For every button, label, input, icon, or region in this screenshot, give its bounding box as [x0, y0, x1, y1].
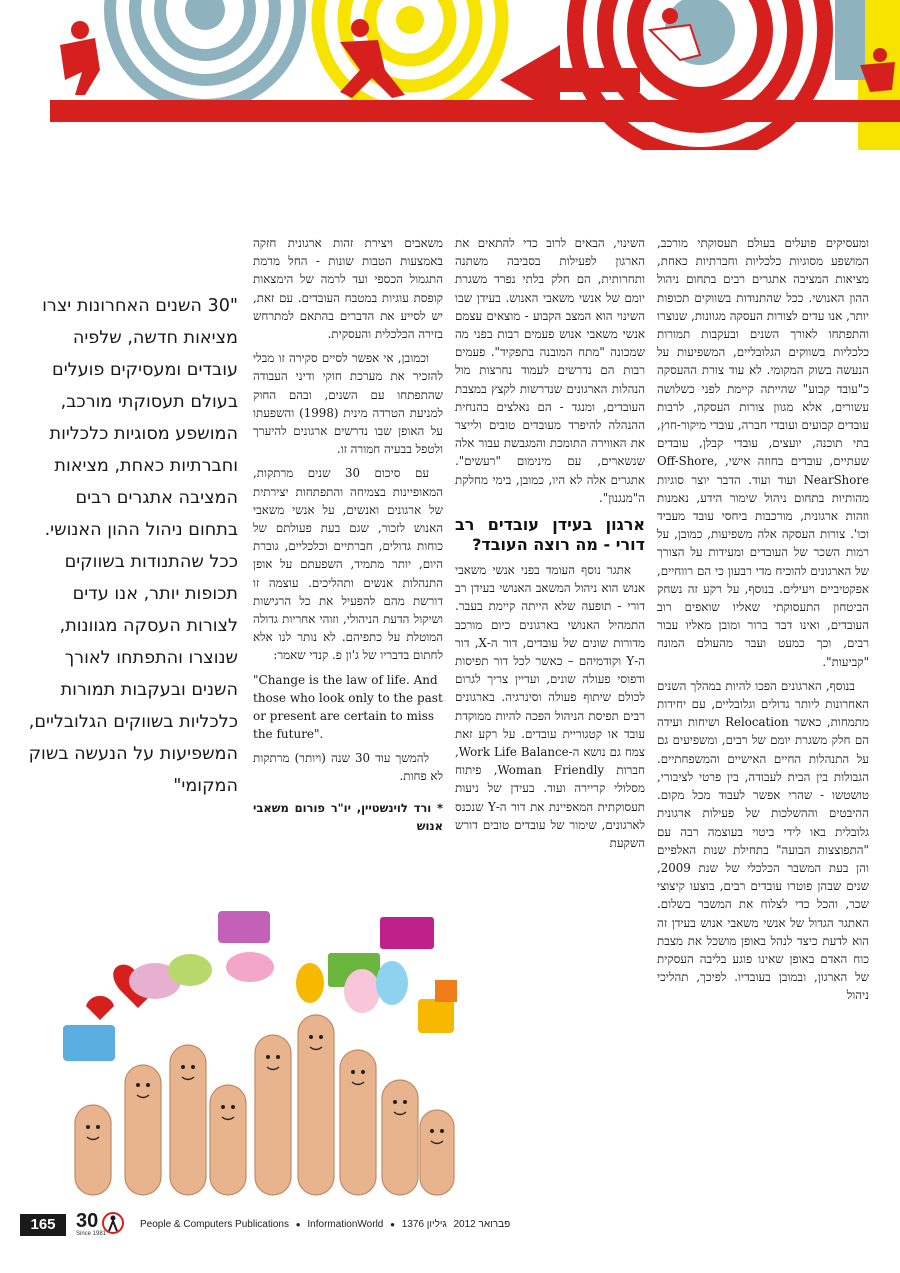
page-number: 165	[20, 1214, 66, 1236]
anniversary-logo	[76, 1212, 132, 1240]
pull-quote: "30 השנים האחרונות יצרו מציאות חדשה, שלפיה עובדים ומעסיקים פועלים בעולם תעסוקתי מורכב, המושפע מסוגיות כלכליות וחברתיות כאחת, מציאות המציבה אתגרים רבים בתחום ניהול ההון האנושי. ככל שהתנודות בשווקים תכופות יותר, אנו עדים לצורות העסקה מגוונות, שנוצרו והתפתחו לאורך השנים ובעקבות תמורות כלכליות בשווקים הגלובליים, המשפיעות על הנעשה בשוק המקומי"	[28, 296, 238, 796]
hands-illustration	[40, 895, 460, 1200]
paragraph: ומעסיקים פועלים בעולם תעסוקתי מורכב, המושפע מסוגיות כלכליות וחברתיות כאחת, מציאות המציבה אתגרים רבים בתחום ניהול ההון האנושי. ככל שהתנודות בשווקים תכופות יותר, אנו עדים לצורות העסקה מגוונות, שנוצרו והתפתחו לאורך השנים ובעקבות תמורות כלכליות בשווקים הגלובליים, המשפיעות על הנעשה בשוק המקומי. לא עוד צורת ההעסקה כ"עובד קבוע" שהייתה קיימת לפני כשלושה עשורים, אלא מגוון צורות העסקה, לרבות עובדים קבועים ועובדי חברה, עובדי מיקור-חוץ, בתי תוכנה, יועצים, עובדי קבלן, עובדים שעתיים, עובדים בחוזה אישי, Off-Shore, NearShore ועוד ועוד. הדבר יוצר סוגיות מהותיות בתחום ניהול שימור הידע, נאמנות וזהות ארגונית, מורכבות ביחסי עובד מעביד וכו'. צורות העסקה אלה משפיעות, כמובן, על רמות השכר של העובדים ומעידות על הצורך של הארגונים להוכיח מדי רבעון כי הם רווחיים, אפקטיביים ויעילים. בנוסף, על רקע זה נשחק הביטחון התעסוקתי שאליו שואפים רוב העובדים, ואינו דבר ברור ומובן מאליו עבור רבים, וכך כמעט ועבר מהעולם המונח "קביעות".	[657, 236, 869, 669]
article-column-right	[657, 234, 869, 1214]
publication-line: People & Computers Publications ● InformationWorld ● פברואר 2012 גיליון 1376	[140, 1219, 511, 1230]
article-column-left	[253, 234, 443, 954]
person-logo-icon	[102, 1212, 124, 1238]
logo-number: 30	[76, 1210, 99, 1232]
issue-date: פברואר 2012	[453, 1219, 511, 1230]
article-column-middle	[455, 234, 645, 851]
section-heading: ארגון בעידן עובדים רב דורי - מה רוצה העובד?	[455, 515, 645, 555]
paragraph: השינוי, הבאים לרוב כדי להתאים את הארגון לפעילות בסביבה משתנה ותחרותית, הם חלק בלתי נפרד משגרת יומם של אנשי משאבי האנוש. בעידן שבו השינוי הוא המצב הקבוע - מוצאים עצמם אנשי משאבי אנוש פעמים רבות בפני מה שמכונה "מתח המובנה בתפקיד". פעמים רבות הם נדרשים לעמוד נחרצות מול הנהלות הארגונים שנדרשות לקצץ במצבת העובדים, ומנגד - הם נאלצים בהנחית ההנהלה להיפרד מעובדים טובים ולייצר את האווירה התומכת והמגבשת עבור אלה שנשארים, עם מינימום "רעשים". אתגרים אלה לא היו, כמובן, בימי מחלקת ה"מנגנון".	[455, 236, 645, 505]
paragraph: להמשך עוד 30 שנה (ויותר) מרתקות לא פחות.	[253, 750, 443, 783]
paragraph: עם סיכום 30 שנים מרתקות, המאופיינות בצמיחה והתפתחות יצירתית של ארגונים ואנשים, על אנשי משאבי האנוש לזכור, שגם בעת פעולתם של כוחות גדולים, חברתיים וכלכליים, גוברת היום, יותר מתמיד, השפעתם על אופן התנהלות אנשים ותהליכים. עוצמה זו דורשת מהם להפעיל את כל הרגישות ושיקול הדעת הניהולי, וזוהי אחריות גדולה המוטלת על כתפיהם. לא נותר לנו אלא לחתום בדבריו של ג'ון פ. קנדי שאמר:	[253, 466, 443, 663]
paragraph: אתגר נוסף העומד בפני אנשי משאבי אנוש הוא ניהול המשאב האנושי בעידן רב דורי - תופעה שלא הייתה קיימת בעבר. התמהיל האנושי בארגונים כיום מורכב מדורות שונים של עובדים, דור ה-X, דור ה-Y וקודמיהם – כאשר לכל דור תפיסות ודפוסי פעולה שונים, ועדיין צריך לגרום לכולם שיתוף פעולה וסינרגיה. בארגונים רבים תפיסת הניהול הפכה להיות ממוקדת עובד או קטגוריית עובדים. על רקע זאת צמח גם נושא ה-Work Life Balance, חברות Woman Friendly, פיתוח מסלולי קריירה ועוד. בעידן של ניעות תעסוקתית המאפיינת את דור ה-Y שנכנס לארגונים, שימור של עובדים טובים דורש השקעת	[455, 563, 645, 851]
paragraph: בנוסף, הארגונים הפכו להיות במהלך השנים האחרונות ליותר גדולים וגלובליים, עם יחידות מתמחות, כאשר Relocation ושיחות ועידה הם חלק משגרת יומם של רבים, ומשפיעים גם על התנהלות החיים האישיים והמשפחתיים. הגבולות בין הבית לעבודה, בין פרטי לציבורי, טושטשו - שהרי אפשר לעבוד מכל מקום. ההיבטים וההשלכות של פעילות ארגונית גלובלית באו לידי ביטוי בעוצמה רבה עם "התפוצצות הבועה" בתחילת שנות האלפיים והן בעת המשבר הכלכלי של שנת 2009, שנים שבהן פוטרו עובדים רבים, בוצעו קיצוצי שכר, והכל כדי לצלוח את המשבר בשלום. האתגר הגדול של אנשי משאבי אנוש בעידן זה הוא לדעת כיצד לנהל באופן מושכל את מצבת כוח האדם באופן שאינו פוגע בליבה העסקית של הארגון, ובמובן בעובדיו. לפיכך, תהליכי ניהול	[657, 678, 869, 1003]
publisher-name: People & Computers Publications	[140, 1219, 289, 1230]
publisher-site: InformationWorld	[307, 1219, 384, 1230]
spiral-illustration	[0, 0, 900, 150]
author-credit: * ורד לוינשטיין, יו"ר פורום משאבי אנוש	[253, 801, 443, 834]
paragraph: וכמובן, אי אפשר לסיים סקירה זו מבלי להזכיר את מערכת חוקי ודיני העבודה שהתפתחו עם השנים, ובהם החוק למניעת הטרדה מינית (1998) והשפעתו על האופן שבו נדרשים ארגונים להיערך ולטפל בבעיה חמורה זו.	[253, 351, 443, 457]
paragraph: משאבים ויצירת זהות ארגונית חזקה באמצעות הטבות שונות - החל מרמת התגמול הכספי ועד לרמה של הימצאות קופסת עוגיות במטבח העובדים. עם זאת, יש לסייע את הדברים בהתאם למתרחש בזירה הכלכלית והעסקית.	[253, 236, 443, 342]
page-footer	[0, 1212, 900, 1242]
issue-number: גיליון 1376	[401, 1219, 447, 1230]
logo-since: Since 1981	[76, 1231, 107, 1237]
english-quote: "Change is the law of life. And those who look only to the past or present are certain to miss the future".	[253, 672, 443, 741]
header-banner	[0, 0, 900, 150]
